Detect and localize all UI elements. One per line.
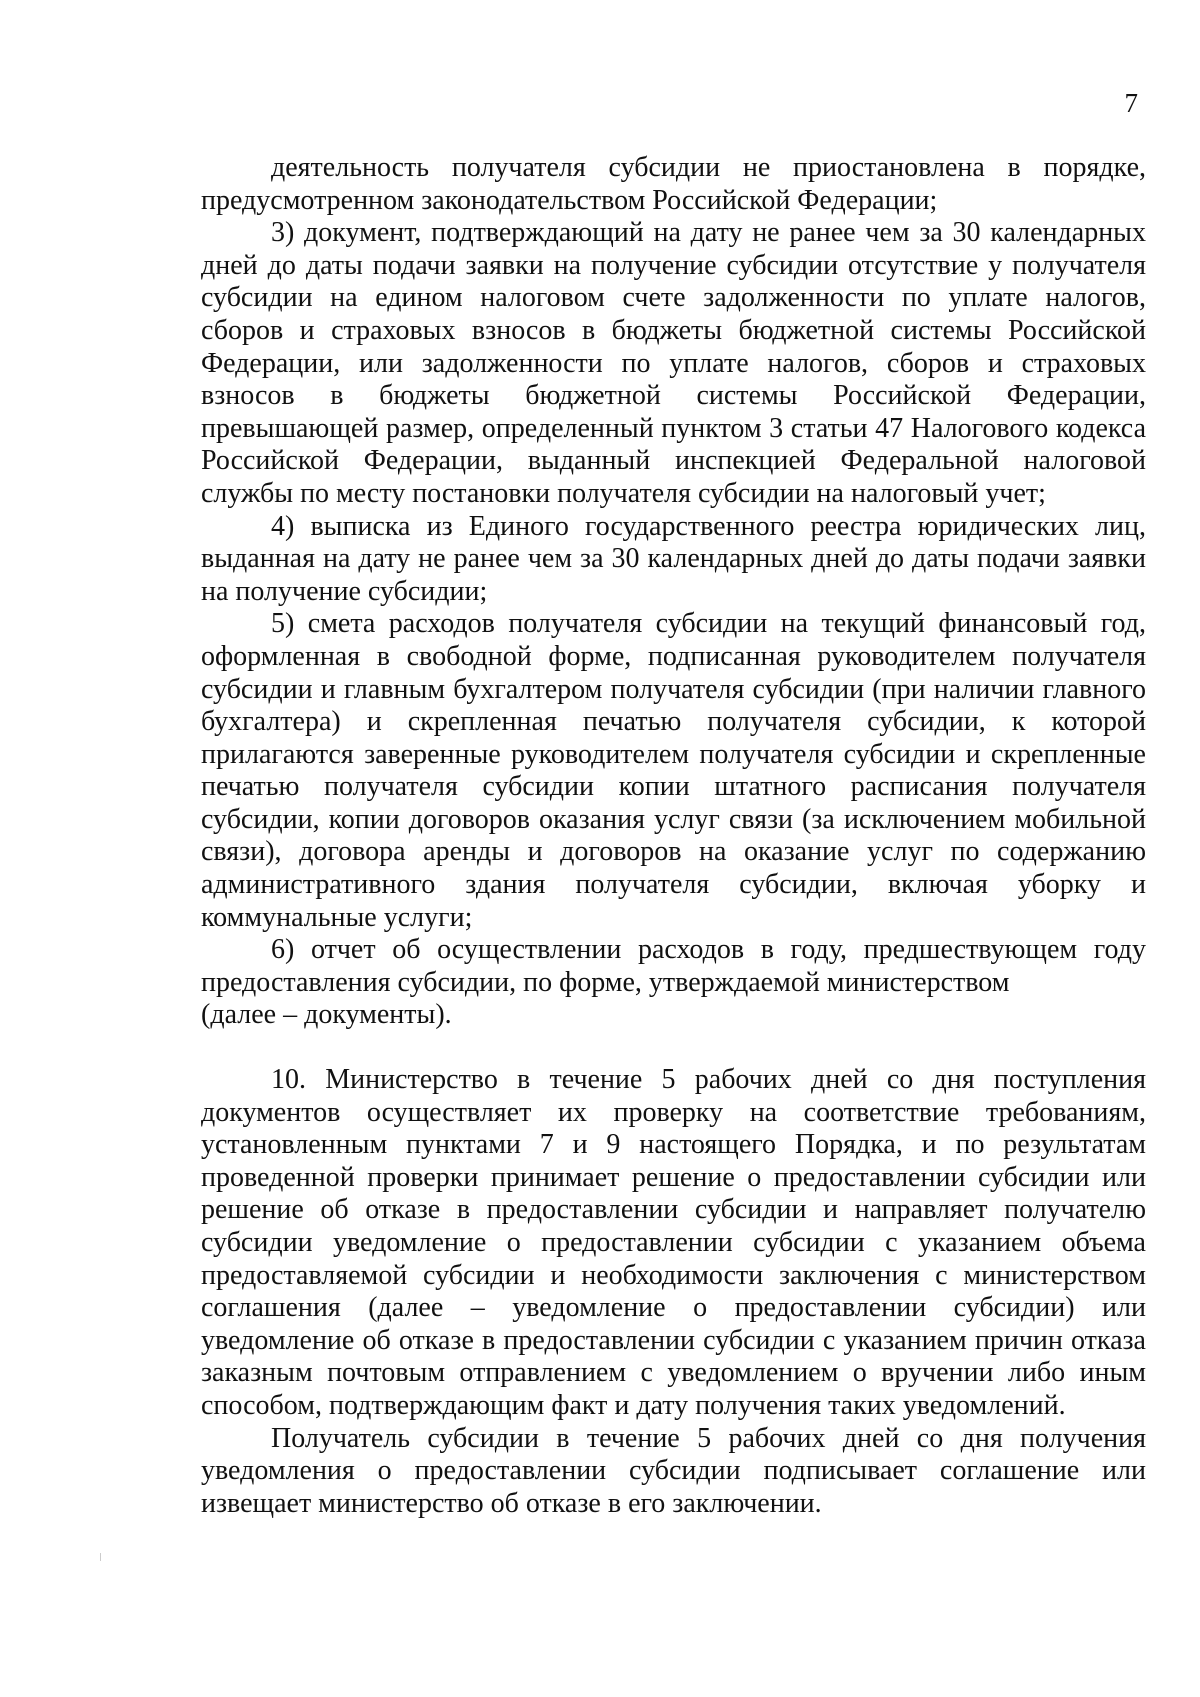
paragraph-recipient: Получатель субсидии в течение 5 рабочих дней со дня получения уведомления о предоставлении субсидии подписывает соглашение или извещает министерство об отказе в его заключении. bbox=[201, 1422, 1146, 1519]
paragraph-item-4: 4) выписка из Единого государственного реестра юридических лиц, выданная на дату не ранее чем за 30 календарных дней до даты подачи заявки на получение субсидии; bbox=[201, 510, 1146, 607]
paragraph-continuation: деятельность получателя субсидии не приостановлена в порядке, предусмотренном законодательством Российской Федерации; bbox=[201, 152, 1146, 216]
paragraph-item-6-tail: (далее – документы). bbox=[201, 999, 452, 1031]
paragraph-item-3: 3) документ, подтверждающий на дату не ранее чем за 30 календарных дней до даты подачи заявки на получение субсидии отсутствие у получателя субсидии на едином налоговом счете задолженности по уплате налогов, сборов и страховых взносов в бюджеты бюджетной системы Российской Федерации, или задолженности по уплате налогов, сборов и страховых взносов в бюджеты бюджетной системы Российской Федерации, превышающей размер, определенный пунктом 3 статьи 47 Налогового кодекса Российской Федерации, выданный инспекцией Федеральной налоговой службы по месту постановки получателя субсидии на налоговый учет; bbox=[201, 217, 1146, 509]
paragraph-item-5: 5) смета расходов получателя субсидии на текущий финансовый год, оформленная в свободной форме, подписанная руководителем получателя субсидии и главным бухгалтером получателя субсидии (при наличии главного бухгалтера) и скрепленная печатью получателя субсидии, к которой прилагаются заверенные руководителем получателя субсидии и скрепленные печатью получателя субсидии копии штатного расписания получателя субсидии, копии договоров оказания услуг связи (за исключением мобильной связи), договора аренды и договоров на оказание услуг по содержанию административного здания получателя субсидии, включая уборку и коммунальные услуги; bbox=[201, 608, 1146, 933]
paragraph-point-10: 10. Министерство в течение 5 рабочих дней со дня поступления документов осуществляет их проверку на соответствие требованиям, установленным пунктами 7 и 9 настоящего Порядка, и по результатам проведенной проверки принимает решение о предоставлении субсидии или решение об отказе в предоставлении субсидии и направляет получателю субсидии уведомление о предоставлении субсидии с указанием объема предоставляемой субсидии и необходимости заключения с министерством соглашения (далее – уведомление о предоставлении субсидии) или уведомление об отказе в предоставлении субсидии с указанием причин отказа заказным почтовым отправлением с уведомлением о вручении либо иным способом, подтверждающим факт и дату получения таких уведомлений. bbox=[201, 1064, 1146, 1421]
page-number: 7 bbox=[1124, 88, 1138, 118]
paragraph-item-6: 6) отчет об осуществлении расходов в году, предшествующем году предоставления субсидии, по форме, утверждаемой министерством bbox=[201, 934, 1146, 998]
scan-mark bbox=[100, 1553, 101, 1561]
document-body bbox=[201, 152, 1146, 1520]
